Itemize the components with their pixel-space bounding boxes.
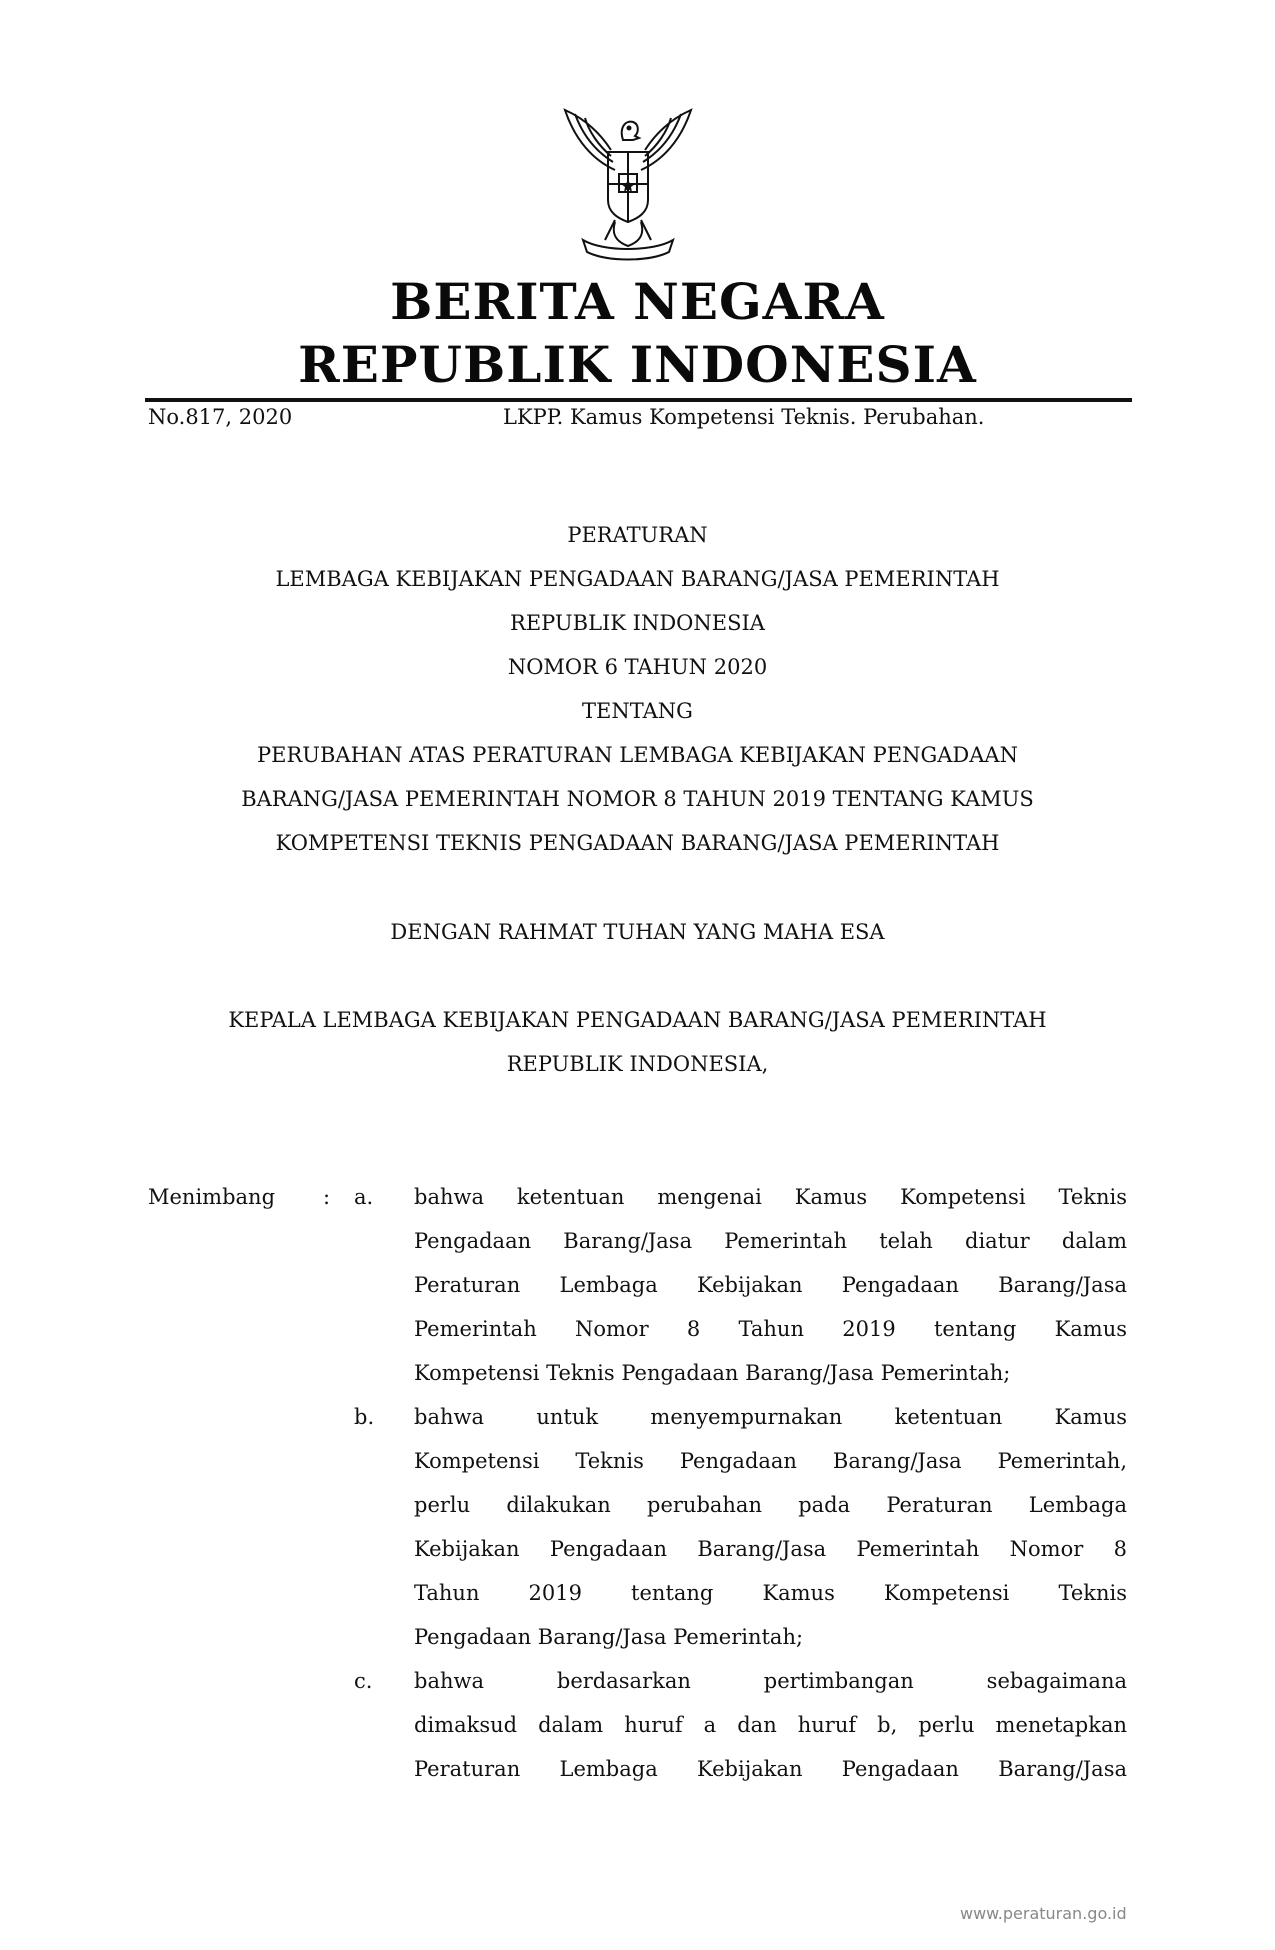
considering-label: Menimbang <box>148 1185 276 1209</box>
regulation-line: REPUBLIK INDONESIA <box>510 611 765 635</box>
paragraph-line: Kompetensi Teknis Pengadaan Barang/Jasa Pemerintah, <box>414 1449 1127 1473</box>
item-paragraph-b <box>414 1395 1127 1659</box>
regulation-line: PERUBAHAN ATAS PERATURAN LEMBAGA KEBIJAKAN PENGADAAN <box>257 743 1018 767</box>
garuda-emblem-icon <box>553 100 703 270</box>
masthead-title-line1: BERITA NEGARA <box>390 272 885 331</box>
paragraph-line: bahwa berdasarkan pertimbangan sebagaimana <box>414 1669 1127 1693</box>
regulation-line: TENTANG <box>582 699 693 723</box>
paragraph-line: Peraturan Lembaga Kebijakan Pengadaan Barang/Jasa <box>414 1273 1127 1297</box>
item-paragraph-a <box>414 1175 1127 1395</box>
paragraph-line: bahwa ketentuan mengenai Kamus Kompetensi Teknis <box>414 1185 1127 1209</box>
paragraph-line: dimaksud dalam huruf a dan huruf b, perlu menetapkan <box>414 1713 1127 1737</box>
source-url: www.peraturan.go.id <box>960 1904 1127 1923</box>
item-letter-b: b. <box>354 1405 375 1429</box>
paragraph-line: Kompetensi Teknis Pengadaan Barang/Jasa Pemerintah; <box>414 1361 1011 1385</box>
gazette-subject: LKPP. Kamus Kompetensi Teknis. Perubahan. <box>503 405 985 429</box>
authority-line1: KEPALA LEMBAGA KEBIJAKAN PENGADAAN BARANG/JASA PEMERINTAH <box>228 1008 1047 1032</box>
item-letter-c: c. <box>354 1669 373 1693</box>
masthead-rule <box>145 398 1132 402</box>
paragraph-line: Pemerintah Nomor 8 Tahun 2019 tentang Kamus <box>414 1317 1127 1341</box>
item-paragraph-c <box>414 1659 1127 1791</box>
masthead-title-line2: REPUBLIK INDONESIA <box>298 335 977 394</box>
gazette-number: No.817, 2020 <box>148 405 293 429</box>
paragraph-line: Peraturan Lembaga Kebijakan Pengadaan Barang/Jasa <box>414 1757 1127 1781</box>
paragraph-line: Tahun 2019 tentang Kamus Kompetensi Teknis <box>414 1581 1127 1605</box>
authority-line2: REPUBLIK INDONESIA, <box>506 1052 769 1076</box>
regulation-line: PERATURAN <box>567 523 708 547</box>
regulation-line: KOMPETENSI TEKNIS PENGADAAN BARANG/JASA PEMERINTAH <box>275 831 1000 855</box>
paragraph-line: perlu dilakukan perubahan pada Peraturan Lembaga <box>414 1493 1127 1517</box>
regulation-line: BARANG/JASA PEMERINTAH NOMOR 8 TAHUN 2019 TENTANG KAMUS <box>241 787 1034 811</box>
preamble: DENGAN RAHMAT TUHAN YANG MAHA ESA <box>390 920 885 944</box>
considering-colon: : <box>323 1185 331 1209</box>
regulation-line: LEMBAGA KEBIJAKAN PENGADAAN BARANG/JASA PEMERINTAH <box>275 567 1000 591</box>
paragraph-line: Pengadaan Barang/Jasa Pemerintah telah diatur dalam <box>414 1229 1127 1253</box>
paragraph-line: Pengadaan Barang/Jasa Pemerintah; <box>414 1625 804 1649</box>
item-letter-a: a. <box>354 1185 374 1209</box>
paragraph-line: bahwa untuk menyempurnakan ketentuan Kamus <box>414 1405 1127 1429</box>
regulation-line: NOMOR 6 TAHUN 2020 <box>507 655 768 679</box>
paragraph-line: Kebijakan Pengadaan Barang/Jasa Pemerintah Nomor 8 <box>414 1537 1127 1561</box>
